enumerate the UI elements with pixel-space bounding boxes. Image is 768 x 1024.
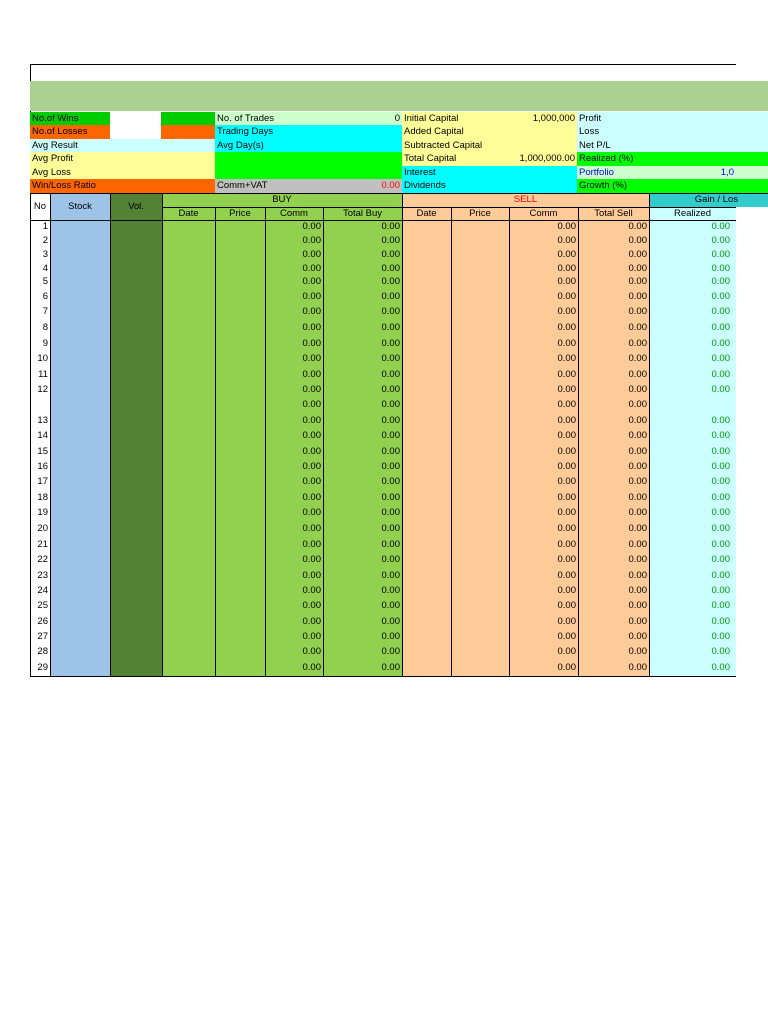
cell-no[interactable]: 12 — [37, 384, 48, 396]
cell-buy-comm[interactable]: 0.00 — [302, 221, 321, 233]
cell-sell-comm[interactable]: 0.00 — [557, 430, 576, 442]
cell-sell-comm[interactable]: 0.00 — [557, 322, 576, 334]
cell-buy-comm[interactable]: 0.00 — [302, 249, 321, 261]
comm-vat-value: 0.00 — [381, 180, 400, 192]
header-buy: BUY — [272, 194, 292, 206]
cell-sell-comm[interactable]: 0.00 — [557, 369, 576, 381]
cell-total-sell[interactable]: 0.00 — [628, 415, 647, 427]
cell-realized[interactable]: 0.00 — [711, 662, 730, 674]
cell-total-buy[interactable]: 0.00 — [381, 235, 400, 247]
cell-realized[interactable]: 0.00 — [711, 263, 730, 275]
cell-total-buy[interactable]: 0.00 — [381, 507, 400, 519]
no-of-trades-value: 0 — [394, 112, 400, 124]
cell-total-sell[interactable]: 0.00 — [628, 570, 647, 582]
avg-result-label: Avg Result — [30, 139, 215, 152]
losses-color-cell — [161, 125, 215, 139]
header-buy-price: Price — [229, 207, 251, 219]
cell-buy-comm[interactable]: 0.00 — [302, 384, 321, 396]
win-loss-ratio-label: Win/Loss Ratio — [30, 179, 215, 193]
sheet-top-border — [30, 64, 736, 65]
cell-buy-comm[interactable]: 0.00 — [302, 235, 321, 247]
cell-total-sell[interactable]: 0.00 — [628, 276, 647, 288]
cell-total-sell[interactable]: 0.00 — [628, 235, 647, 247]
cell-total-sell[interactable]: 0.00 — [628, 446, 647, 458]
cell-total-buy[interactable]: 0.00 — [381, 221, 400, 233]
avg-days-label: Avg Day(s) — [215, 139, 402, 152]
cell-no[interactable]: 25 — [37, 600, 48, 612]
cell-total-buy[interactable]: 0.00 — [381, 523, 400, 535]
cell-realized[interactable]: 0.00 — [711, 523, 730, 535]
cell-no[interactable]: 19 — [37, 507, 48, 519]
cell-total-sell[interactable]: 0.00 — [628, 585, 647, 597]
cell-total-buy[interactable]: 0.00 — [381, 476, 400, 488]
cell-sell-comm[interactable]: 0.00 — [557, 507, 576, 519]
cell-realized[interactable]: 0.00 — [711, 338, 730, 350]
cell-sell-comm[interactable]: 0.00 — [557, 338, 576, 350]
grid-line — [30, 193, 768, 194]
grid-line — [30, 676, 736, 677]
cell-buy-comm[interactable]: 0.00 — [302, 492, 321, 504]
cell-realized[interactable]: 0.00 — [711, 492, 730, 504]
avg-loss-label: Avg Loss — [30, 166, 215, 179]
added-capital-label: Added Capital — [402, 125, 577, 139]
cell-total-buy[interactable]: 0.00 — [381, 263, 400, 275]
cell-total-buy[interactable]: 0.00 — [381, 539, 400, 551]
cell-total-buy[interactable]: 0.00 — [381, 306, 400, 318]
cell-total-sell[interactable]: 0.00 — [628, 616, 647, 628]
header-vol: Vol. — [128, 200, 144, 212]
cell-buy-comm[interactable]: 0.00 — [302, 507, 321, 519]
cell-sell-comm[interactable]: 0.00 — [557, 585, 576, 597]
cell-realized[interactable]: 0.00 — [711, 507, 730, 519]
cell-buy-comm[interactable]: 0.00 — [302, 446, 321, 458]
cell-no[interactable]: 21 — [37, 539, 48, 551]
cell-no[interactable]: 18 — [37, 492, 48, 504]
no-of-trades-label: No. of Trades — [215, 112, 402, 125]
cell-buy-comm[interactable]: 0.00 — [302, 616, 321, 628]
cell-total-sell[interactable]: 0.00 — [628, 369, 647, 381]
cell-sell-comm[interactable]: 0.00 — [557, 446, 576, 458]
interest-label: Interest — [402, 166, 577, 179]
cell-realized[interactable]: 0.00 — [711, 476, 730, 488]
cell-no[interactable]: 13 — [37, 415, 48, 427]
cell-buy-comm[interactable]: 0.00 — [302, 554, 321, 566]
header-realized: Realized — [674, 207, 711, 219]
cell-total-buy[interactable]: 0.00 — [381, 384, 400, 396]
grid-line — [162, 193, 163, 676]
cell-buy-comm[interactable]: 0.00 — [302, 461, 321, 473]
cell-total-buy[interactable]: 0.00 — [381, 430, 400, 442]
cell-realized[interactable]: 0.00 — [711, 235, 730, 247]
cell-no[interactable]: 1 — [42, 221, 48, 233]
cell-total-buy[interactable]: 0.00 — [381, 399, 400, 411]
cell-total-buy[interactable]: 0.00 — [381, 322, 400, 334]
cell-buy-comm[interactable]: 0.00 — [302, 476, 321, 488]
cell-sell-comm[interactable]: 0.00 — [557, 235, 576, 247]
cell-no[interactable]: 5 — [42, 276, 48, 288]
cell-sell-comm[interactable]: 0.00 — [557, 353, 576, 365]
col-vol — [110, 193, 162, 676]
cell-realized[interactable]: 0.00 — [711, 353, 730, 365]
cell-total-buy[interactable]: 0.00 — [381, 585, 400, 597]
cell-total-sell[interactable]: 0.00 — [628, 492, 647, 504]
cell-sell-comm[interactable]: 0.00 — [557, 646, 576, 658]
cell-buy-comm[interactable]: 0.00 — [302, 662, 321, 674]
cell-no[interactable]: 26 — [37, 616, 48, 628]
cell-realized[interactable]: 0.00 — [711, 306, 730, 318]
cell-no[interactable]: 2 — [42, 235, 48, 247]
cell-buy-comm[interactable]: 0.00 — [302, 322, 321, 334]
cell-realized[interactable]: 0.00 — [711, 539, 730, 551]
cell-sell-comm[interactable]: 0.00 — [557, 492, 576, 504]
cell-total-sell[interactable]: 0.00 — [628, 322, 647, 334]
cell-total-sell[interactable]: 0.00 — [628, 263, 647, 275]
cell-no[interactable]: 8 — [42, 322, 48, 334]
cell-total-sell[interactable]: 0.00 — [628, 399, 647, 411]
cell-realized[interactable]: 0.00 — [711, 631, 730, 643]
initial-capital-label: Initial Capital — [402, 112, 577, 125]
cell-realized[interactable]: 0.00 — [711, 570, 730, 582]
cell-total-buy[interactable]: 0.00 — [381, 249, 400, 261]
cell-buy-comm[interactable]: 0.00 — [302, 369, 321, 381]
cell-realized[interactable]: 0.00 — [711, 369, 730, 381]
cell-total-buy[interactable]: 0.00 — [381, 554, 400, 566]
cell-total-sell[interactable]: 0.00 — [628, 662, 647, 674]
loss-label: Loss — [577, 125, 768, 139]
cell-sell-comm[interactable]: 0.00 — [557, 306, 576, 318]
grid-line — [110, 193, 111, 676]
cell-total-sell[interactable]: 0.00 — [628, 338, 647, 350]
cell-buy-comm[interactable]: 0.00 — [302, 585, 321, 597]
cell-sell-comm[interactable]: 0.00 — [557, 399, 576, 411]
cell-sell-comm[interactable]: 0.00 — [557, 384, 576, 396]
header-total-buy: Total Buy — [342, 207, 383, 219]
cell-total-buy[interactable]: 0.00 — [381, 461, 400, 473]
header-sell: SELL — [513, 194, 538, 206]
cell-realized[interactable]: 0.00 — [711, 249, 730, 261]
cell-total-buy[interactable]: 0.00 — [381, 415, 400, 427]
header-buy-date: Date — [178, 207, 199, 219]
cell-realized[interactable]: 0.00 — [711, 554, 730, 566]
header-sell-date: Date — [416, 207, 437, 219]
cell-buy-comm[interactable]: 0.00 — [302, 646, 321, 658]
header-stock: Stock — [68, 200, 92, 212]
cell-sell-comm[interactable]: 0.00 — [557, 616, 576, 628]
cell-no[interactable]: 24 — [37, 585, 48, 597]
trading-days-label: Trading Days — [215, 125, 402, 139]
cell-total-buy[interactable]: 0.00 — [381, 369, 400, 381]
cell-total-sell[interactable]: 0.00 — [628, 384, 647, 396]
no-of-losses-value[interactable] — [110, 125, 161, 139]
header-total-sell: Total Sell — [594, 207, 633, 219]
no-of-wins-value[interactable] — [110, 112, 161, 125]
cell-realized[interactable]: 0.00 — [711, 600, 730, 612]
cell-no[interactable] — [30, 399, 50, 411]
cell-total-buy[interactable]: 0.00 — [381, 616, 400, 628]
cell-no[interactable]: 15 — [37, 446, 48, 458]
cell-total-buy[interactable]: 0.00 — [381, 338, 400, 350]
cell-realized[interactable]: 0.00 — [711, 646, 730, 658]
subtracted-capital-label: Subtracted Capital — [402, 139, 577, 152]
cell-total-sell[interactable]: 0.00 — [628, 461, 647, 473]
header-sell-comm: Comm — [529, 207, 558, 219]
cell-sell-comm[interactable]: 0.00 — [557, 291, 576, 303]
cell-sell-comm[interactable]: 0.00 — [557, 539, 576, 551]
cell-no[interactable]: 23 — [37, 570, 48, 582]
cell-buy-comm[interactable]: 0.00 — [302, 430, 321, 442]
header-buy-comm: Comm — [280, 207, 308, 219]
grid-line — [402, 193, 403, 676]
cell-total-sell[interactable]: 0.00 — [628, 646, 647, 658]
cell-total-sell[interactable]: 0.00 — [628, 523, 647, 535]
dividends-label: Dividends — [402, 179, 577, 193]
cell-sell-comm[interactable]: 0.00 — [557, 570, 576, 582]
total-capital-label: Total Capital — [402, 152, 577, 166]
cell-no[interactable]: 6 — [42, 291, 48, 303]
title-bar — [30, 81, 768, 111]
avg-profit-label: Avg Profit — [30, 152, 215, 166]
net-pl-label: Net P/L — [577, 139, 768, 152]
grid-line — [215, 207, 216, 676]
cell-realized[interactable]: 0.00 — [711, 446, 730, 458]
cell-realized[interactable]: 0.00 — [711, 322, 730, 334]
cell-total-buy[interactable]: 0.00 — [381, 353, 400, 365]
cell-no[interactable]: 29 — [37, 662, 48, 674]
cell-buy-comm[interactable]: 0.00 — [302, 523, 321, 535]
cell-total-sell[interactable]: 0.00 — [628, 306, 647, 318]
cell-total-sell[interactable]: 0.00 — [628, 539, 647, 551]
no-of-losses-label: No.of Losses — [30, 125, 110, 139]
cell-buy-comm[interactable]: 0.00 — [302, 276, 321, 288]
cell-buy-comm[interactable]: 0.00 — [302, 263, 321, 275]
cell-buy-comm[interactable]: 0.00 — [302, 353, 321, 365]
cell-buy-comm[interactable]: 0.00 — [302, 399, 321, 411]
cell-realized[interactable]: 0.00 — [711, 585, 730, 597]
cell-no[interactable]: 9 — [42, 338, 48, 350]
cell-total-buy[interactable]: 0.00 — [381, 600, 400, 612]
cell-total-buy[interactable]: 0.00 — [381, 631, 400, 643]
grid-line — [451, 207, 452, 676]
portfolio-value: 1,0 — [720, 166, 734, 178]
cell-total-sell[interactable]: 0.00 — [628, 600, 647, 612]
cell-no[interactable]: 14 — [37, 430, 48, 442]
growth-pct-label: Growth (%) — [577, 179, 768, 193]
cell-no[interactable]: 22 — [37, 554, 48, 566]
cell-no[interactable]: 11 — [38, 369, 48, 381]
cell-sell-comm[interactable]: 0.00 — [557, 263, 576, 275]
cell-buy-comm[interactable]: 0.00 — [302, 570, 321, 582]
cell-total-sell[interactable]: 0.00 — [628, 476, 647, 488]
cell-sell-comm[interactable]: 0.00 — [557, 662, 576, 674]
avg-green-cell — [215, 152, 402, 179]
cell-total-buy[interactable]: 0.00 — [381, 646, 400, 658]
realized-pct-label: Realized (%) — [577, 152, 768, 166]
cell-total-sell[interactable]: 0.00 — [628, 291, 647, 303]
cell-realized[interactable]: 0.00 — [711, 430, 730, 442]
cell-realized[interactable]: 0.00 — [711, 221, 730, 233]
cell-no[interactable]: 17 — [37, 476, 48, 488]
no-of-wins-label: No.of Wins — [30, 112, 110, 125]
cell-realized[interactable]: 0.00 — [711, 291, 730, 303]
cell-buy-comm[interactable]: 0.00 — [302, 306, 321, 318]
initial-capital-value: 1,000,000 — [532, 112, 575, 124]
cell-sell-comm[interactable]: 0.00 — [557, 249, 576, 261]
cell-buy-comm[interactable]: 0.00 — [302, 539, 321, 551]
cell-total-sell[interactable]: 0.00 — [628, 430, 647, 442]
cell-buy-comm[interactable]: 0.00 — [302, 338, 321, 350]
cell-realized[interactable]: 0.00 — [711, 276, 730, 288]
grid-line — [50, 193, 51, 676]
cell-total-buy[interactable]: 0.00 — [381, 276, 400, 288]
cell-no[interactable]: 16 — [37, 461, 48, 473]
comm-vat-label: Comm+VAT — [215, 179, 402, 193]
header-sell-price: Price — [469, 207, 491, 219]
cell-total-buy[interactable]: 0.00 — [381, 291, 400, 303]
cell-buy-comm[interactable]: 0.00 — [302, 291, 321, 303]
cell-sell-comm[interactable]: 0.00 — [557, 221, 576, 233]
cell-total-sell[interactable]: 0.00 — [628, 631, 647, 643]
cell-sell-comm[interactable]: 0.00 — [557, 631, 576, 643]
cell-no[interactable]: 20 — [37, 523, 48, 535]
header-gain-loss: Gain / Los — [694, 194, 738, 206]
profit-label: Profit — [577, 112, 768, 125]
col-stock — [50, 193, 110, 676]
cell-sell-comm[interactable]: 0.00 — [557, 415, 576, 427]
cell-total-sell[interactable]: 0.00 — [628, 353, 647, 365]
cell-total-buy[interactable]: 0.00 — [381, 446, 400, 458]
cell-no[interactable]: 28 — [37, 646, 48, 658]
cell-sell-comm[interactable]: 0.00 — [557, 476, 576, 488]
cell-total-sell[interactable]: 0.00 — [628, 554, 647, 566]
cell-realized[interactable] — [649, 399, 736, 411]
cell-total-sell[interactable]: 0.00 — [628, 221, 647, 233]
cell-sell-comm[interactable]: 0.00 — [557, 523, 576, 535]
cell-sell-comm[interactable]: 0.00 — [557, 554, 576, 566]
total-capital-value: 1,000,000.00 — [519, 153, 575, 165]
cell-buy-comm[interactable]: 0.00 — [302, 631, 321, 643]
cell-total-sell[interactable]: 0.00 — [628, 507, 647, 519]
cell-sell-comm[interactable]: 0.00 — [557, 600, 576, 612]
header-no: No — [33, 200, 47, 212]
cell-no[interactable]: 10 — [37, 353, 48, 365]
cell-total-buy[interactable]: 0.00 — [381, 662, 400, 674]
cell-no[interactable]: 4 — [42, 263, 48, 275]
cell-sell-comm[interactable]: 0.00 — [557, 461, 576, 473]
cell-realized[interactable]: 0.00 — [711, 415, 730, 427]
cell-buy-comm[interactable]: 0.00 — [302, 415, 321, 427]
cell-no[interactable]: 27 — [37, 631, 48, 643]
wins-color-cell — [161, 112, 215, 125]
cell-no[interactable]: 7 — [42, 306, 48, 318]
cell-buy-comm[interactable]: 0.00 — [302, 600, 321, 612]
cell-total-buy[interactable]: 0.00 — [381, 570, 400, 582]
cell-realized[interactable]: 0.00 — [711, 461, 730, 473]
cell-no[interactable]: 3 — [42, 249, 48, 261]
cell-realized[interactable]: 0.00 — [711, 384, 730, 396]
portfolio-label: Portfolio — [577, 166, 768, 179]
cell-total-buy[interactable]: 0.00 — [381, 492, 400, 504]
cell-total-sell[interactable]: 0.00 — [628, 249, 647, 261]
cell-sell-comm[interactable]: 0.00 — [557, 276, 576, 288]
cell-realized[interactable]: 0.00 — [711, 616, 730, 628]
